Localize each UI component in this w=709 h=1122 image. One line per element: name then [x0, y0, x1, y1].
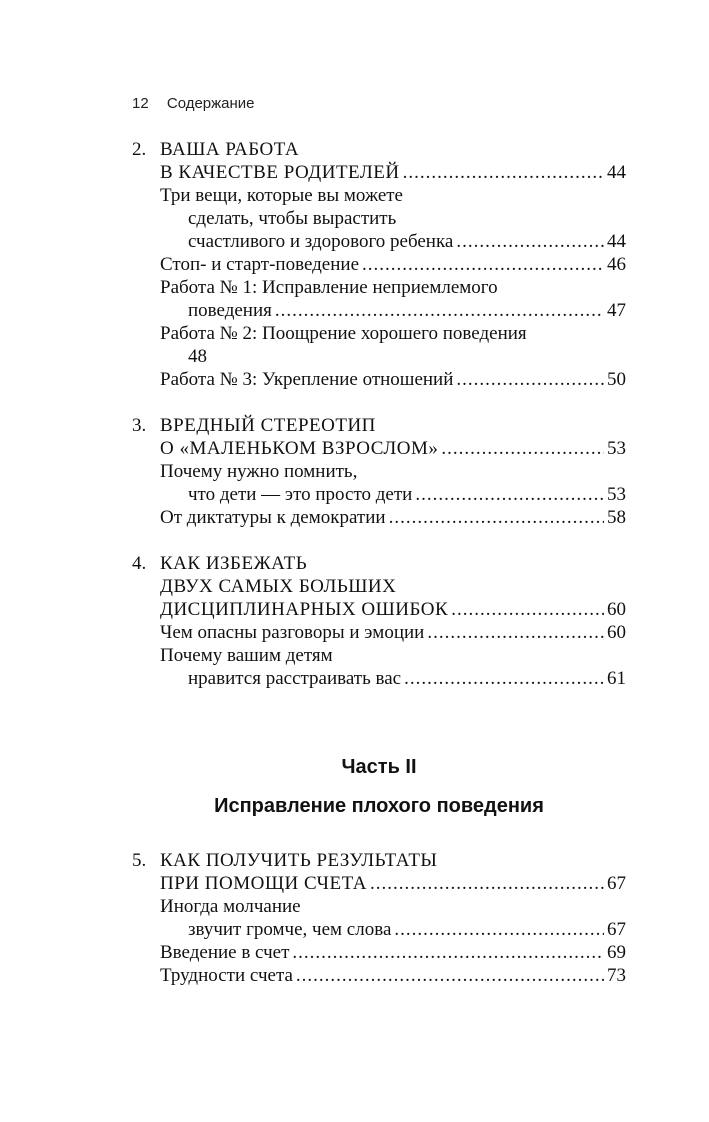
page-number: 44 [607, 162, 626, 183]
running-header [132, 95, 255, 112]
toc-chapter-5-title-cont[interactable]: ПРИ ПОМОЩИ СЧЕТА ..... 67 [132, 872, 626, 895]
toc-entry[interactable]: Работа № 1: Исправление неприемлемого [160, 277, 498, 298]
toc-entry[interactable]: Почему нужно помнить, [160, 461, 358, 482]
chapter-number: 3. [132, 415, 147, 436]
header-page-number: 12 [132, 95, 149, 112]
page-number: 44 [607, 231, 626, 252]
toc-chapter-4-title-cont[interactable]: ДИСЦИПЛИНАРНЫХ ОШИБОК ..... 60 [132, 598, 626, 621]
toc-entry-cont[interactable]: что дети — это просто дети ..... 53 [132, 483, 626, 506]
leader-dots [370, 872, 604, 895]
leader-dots [362, 253, 604, 276]
toc-chapter-2-title-cont[interactable]: В КАЧЕСТВЕ РОДИТЕЛЕЙ ..... 44 [132, 161, 626, 184]
toc-entry-cont[interactable]: сделать, чтобы вырастить [188, 208, 397, 229]
part-title: Исправление плохого поведения [214, 795, 544, 817]
toc-block-1 [132, 138, 626, 690]
page-number: 61 [607, 668, 626, 689]
page-number: 60 [607, 622, 626, 643]
toc-entry[interactable]: Трудности счета ..... 73 [132, 964, 626, 987]
leader-dots [427, 621, 604, 644]
toc-entry[interactable]: Иногда молчание [160, 896, 301, 917]
leader-dots [296, 964, 604, 987]
toc-block-2 [132, 849, 626, 987]
leader-dots [389, 506, 604, 529]
leader-dots [292, 941, 604, 964]
page-number: 50 [607, 369, 626, 390]
toc-entry[interactable]: Чем опасны разговоры и эмоции ..... 60 [132, 621, 626, 644]
page-number: 67 [607, 919, 626, 940]
chapter-number: 2. [132, 139, 147, 160]
chapter-number: 5. [132, 850, 147, 871]
page-number: 73 [607, 965, 626, 986]
leader-dots [441, 437, 604, 460]
toc-entry[interactable]: Почему вашим детям [160, 645, 333, 666]
toc-chapter-3-title-cont[interactable]: О «МАЛЕНЬКОМ ВЗРОСЛОМ» ..... 53 [132, 437, 626, 460]
toc-entry[interactable]: Три вещи, которые вы можете [160, 185, 403, 206]
page-number: 53 [607, 484, 626, 505]
toc-chapter-2-title[interactable]: 2. ВАША РАБОТА [132, 139, 300, 160]
chapter-number: 4. [132, 553, 147, 574]
page-number: 60 [607, 599, 626, 620]
page-number: 69 [607, 942, 626, 963]
leader-dots [456, 368, 604, 391]
leader-dots [275, 299, 604, 322]
toc-entry[interactable]: Работа № 3: Укрепление отношений ..... 50 [132, 368, 626, 391]
toc-chapter-4-title[interactable]: 4. КАК ИЗБЕЖАТЬ [132, 553, 308, 574]
toc-entry-cont[interactable]: звучит громче, чем слова ..... 67 [132, 918, 626, 941]
toc-entry-cont[interactable] [132, 345, 626, 368]
page-number: 48 [188, 346, 207, 367]
page-number: 46 [607, 254, 626, 275]
page-number: 47 [607, 300, 626, 321]
toc-chapter-4-title-cont[interactable]: ДВУХ САМЫХ БОЛЬШИХ [160, 576, 397, 597]
leader-dots [403, 161, 604, 184]
toc-chapter-3-title[interactable]: 3. ВРЕДНЫЙ СТЕРЕОТИП [132, 415, 376, 436]
header-title: Содержание [166, 95, 255, 112]
part-label: Часть II [341, 756, 417, 778]
leader-dots [456, 230, 604, 253]
leader-dots [404, 667, 604, 690]
page-number: 53 [607, 438, 626, 459]
leader-dots [415, 483, 604, 506]
toc-entry[interactable]: Работа № 2: Поощрение хорошего поведения [160, 323, 527, 344]
toc-entry[interactable]: Стоп- и старт-поведение ..... 46 [132, 253, 626, 276]
toc-chapter-5-title[interactable]: 5. КАК ПОЛУЧИТЬ РЕЗУЛЬТАТЫ [132, 850, 438, 871]
toc-entry[interactable]: От диктатуры к демократии ..... 58 [132, 506, 626, 529]
toc-entry-cont[interactable]: нравится расстраивать вас ..... 61 [132, 667, 626, 690]
toc-entry-cont[interactable]: счастливого и здорового ребенка ..... 44 [132, 230, 626, 253]
toc-entry[interactable]: Введение в счет ..... 69 [132, 941, 626, 964]
leader-dots [451, 598, 604, 621]
toc-entry-cont[interactable]: поведения ..... 47 [132, 299, 626, 322]
page-number: 67 [607, 873, 626, 894]
page-number: 58 [607, 507, 626, 528]
leader-dots [394, 918, 604, 941]
